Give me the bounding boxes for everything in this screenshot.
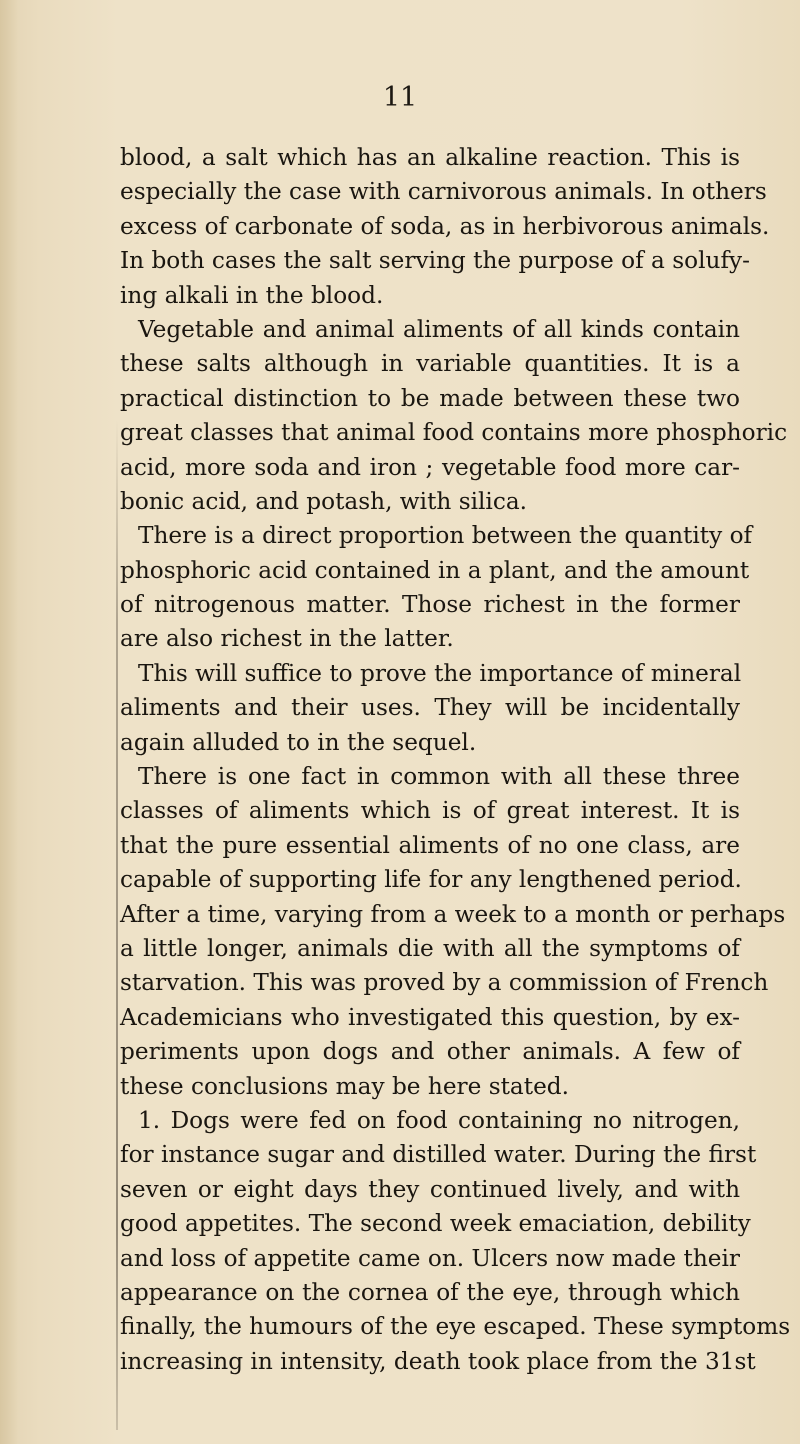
text-line: good appetites. The second week emaciation, debility xyxy=(120,1210,751,1238)
text-line: starvation. This was proved by a commission of French xyxy=(120,969,769,997)
text-line: are also richest in the latter. xyxy=(120,625,454,653)
text-line: There is a direct proportion between the quantity of xyxy=(138,522,753,550)
text-line: Academicians who investigated this question, by ex- xyxy=(120,1003,740,1031)
text-line: especially the case with carnivorous animals. In others xyxy=(120,178,767,206)
text-line: acid, more soda and iron ; vegetable food more car- xyxy=(120,453,740,481)
text-line: bonic acid, and potash, with silica. xyxy=(120,487,528,515)
text-line: these conclusions may be here stated. xyxy=(120,1072,570,1100)
text-line: classes of aliments which is of great interest. It is xyxy=(120,797,740,825)
text-line: aliments and their uses. They will be incidentally xyxy=(120,694,740,722)
text-line: finally, the humours of the eye escaped. These symptoms xyxy=(120,1313,791,1341)
body-text xyxy=(120,141,791,1379)
text-line: There is one fact in common with all these three xyxy=(138,763,740,791)
text-line: Vegetable and animal aliments of all kinds contain xyxy=(138,315,740,343)
text-line: again alluded to in the sequel. xyxy=(120,728,477,756)
text-line: seven or eight days they continued lively, and with xyxy=(120,1175,740,1203)
text-line: of nitrogenous matter. Those richest in the former xyxy=(120,591,740,619)
text-line: excess of carbonate of soda, as in herbivorous animals. xyxy=(120,212,770,240)
text-line: practical distinction to be made between these two xyxy=(120,384,740,412)
text-line: After a time, varying from a week to a month or perhaps xyxy=(120,900,786,928)
page-number: 11 xyxy=(382,82,418,113)
text-line: and loss of appetite came on. Ulcers now made their xyxy=(120,1244,740,1272)
text-line: capable of supporting life for any lengthened period. xyxy=(120,866,742,894)
text-line: appearance on the cornea of the eye, through which xyxy=(120,1278,740,1306)
text-line: for instance sugar and distilled water. During the first xyxy=(120,1141,757,1169)
text-line: phosphoric acid contained in a plant, and the amount xyxy=(120,556,750,584)
text-line: This will suffice to prove the importance of mineral xyxy=(138,659,742,687)
text-line: 1. Dogs were fed on food containing no nitrogen, xyxy=(138,1106,740,1134)
page-gutter-shadow xyxy=(0,0,18,1444)
text-line: ing alkali in the blood. xyxy=(120,281,384,309)
text-line: great classes that animal food contains more phosphoric xyxy=(120,419,788,447)
text-line: In both cases the salt serving the purpose of a solufy- xyxy=(120,247,750,275)
text-line: blood, a salt which has an alkaline reaction. This is xyxy=(120,144,740,171)
text-line: these salts although in variable quantities. It is a xyxy=(120,350,740,378)
text-line: a little longer, animals die with all the symptoms of xyxy=(120,934,740,962)
margin-shadow xyxy=(116,420,118,1430)
text-line: increasing in intensity, death took place from the 31st xyxy=(120,1347,756,1375)
text-line: that the pure essential aliments of no one class, are xyxy=(120,831,740,859)
text-line: periments upon dogs and other animals. A few of xyxy=(120,1038,740,1066)
